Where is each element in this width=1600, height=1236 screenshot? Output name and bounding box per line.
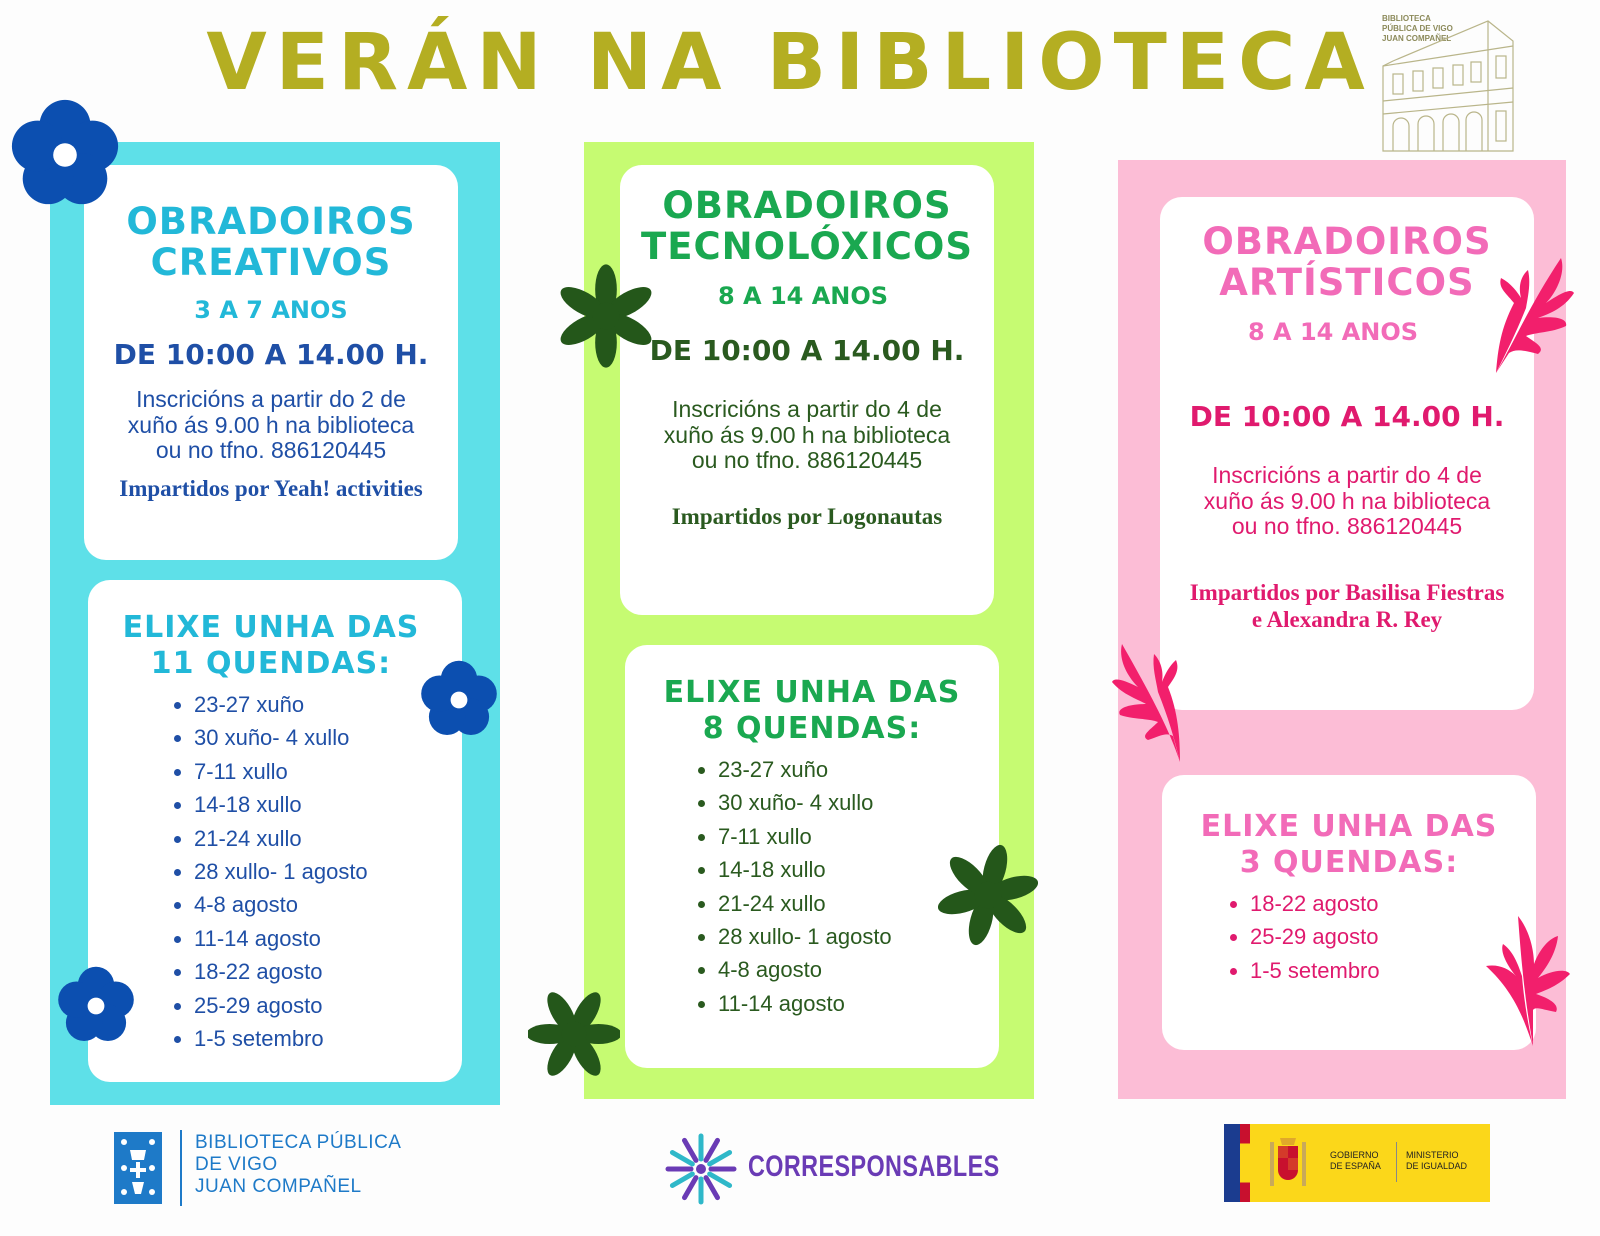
gov-separator <box>1396 1142 1397 1182</box>
list-item: • 30 xuño- 4 xullo <box>194 721 462 754</box>
creative-heading-line1: OBRADOIROS <box>126 200 416 243</box>
creative-workshops-info-card <box>84 165 458 560</box>
artistic-ages: 8 A 14 ANOS <box>1247 317 1419 346</box>
list-item: • 25-29 agosto <box>1250 920 1536 953</box>
coat-of-arms-icon <box>1264 1132 1312 1194</box>
page-title: VERÁN NA BIBLIOTECA <box>206 18 1374 108</box>
pink-leaf-icon <box>1110 632 1200 764</box>
technology-sessions-heading <box>625 675 999 747</box>
list-item: • 1-5 setembro <box>1250 954 1536 987</box>
blue-flower-icon <box>54 964 138 1048</box>
artistic-sessions-heading <box>1162 809 1536 881</box>
library-footer-line3: JUAN COMPAÑEL <box>195 1176 362 1197</box>
building-drawing <box>1368 6 1538 156</box>
list-item: • 28 xullo- 1 agosto <box>194 855 462 888</box>
list-item: • 28 xullo- 1 agosto <box>718 920 999 953</box>
list-item: • 1-5 setembro <box>194 1022 462 1055</box>
list-item: • 11-14 agosto <box>194 922 462 955</box>
coat-of-arms-icon <box>114 1132 162 1204</box>
green-flower-icon <box>938 844 1038 946</box>
creative-taught-by: Impartidos por Yeah! activities <box>119 476 423 502</box>
technology-heading-line1: OBRADOIROS <box>662 184 952 227</box>
ministry-line1: MINISTERIO <box>1406 1150 1459 1160</box>
blue-flower-icon <box>417 658 501 742</box>
list-item: • 23-27 xuño <box>718 753 999 786</box>
artistic-heading-line1: OBRADOIROS <box>1202 220 1492 263</box>
list-item: • 14-18 xullo <box>718 853 999 886</box>
government-logo <box>1224 1124 1490 1202</box>
spain-flag-strip <box>1240 1124 1250 1202</box>
library-footer-text <box>195 1132 401 1198</box>
creative-sessions-card <box>88 580 462 1082</box>
green-flower-icon <box>528 986 620 1082</box>
technology-registration: Inscricións a partir do 4 de xuño ás 9.00 h na biblioteca ou no tfno. 886120445 <box>663 395 951 474</box>
list-item: • 4-8 agosto <box>718 953 999 986</box>
footer-divider <box>180 1130 182 1206</box>
creative-sessions-heading-line1: ELIXE UNHA DAS <box>122 610 420 645</box>
gov-line1: GOBIERNO <box>1330 1150 1379 1160</box>
pink-leaf-icon <box>1478 906 1574 1048</box>
creative-ages: 3 A 7 ANOS <box>194 295 348 324</box>
corresponsables-logo-icon <box>664 1132 738 1206</box>
creative-hours: DE 10:00 A 14.00 H. <box>113 337 429 371</box>
technology-heading-line2: TECNOLÓXICOS <box>640 225 974 269</box>
creative-sessions-heading <box>80 610 462 682</box>
list-item: • 14-18 xullo <box>194 788 462 821</box>
corresponsables-text: CORRESPONSABLES <box>748 1150 1000 1183</box>
pink-leaf-icon <box>1476 248 1576 378</box>
artistic-hours: DE 10:00 A 14.00 H. <box>1189 399 1505 433</box>
technology-hours: DE 10:00 A 14.00 H. <box>649 333 965 367</box>
technology-workshops-info-card <box>620 165 994 615</box>
artistic-taught-by-line1: Impartidos por Basilisa Fiestras <box>1189 580 1505 606</box>
list-item: • 11-14 agosto <box>718 987 999 1020</box>
corner-logo-text: BIBLIOTECA PÚBLICA DE VIGO JUAN COMPAÑEL <box>1382 14 1453 43</box>
list-item: • 21-24 xullo <box>194 822 462 855</box>
technology-sessions-heading-line2: 8 QUENDAS: <box>702 711 922 746</box>
technology-ages: 8 A 14 ANOS <box>717 281 889 310</box>
blue-flower-icon <box>6 96 124 214</box>
list-item: • 18-22 agosto <box>1250 887 1536 920</box>
ministry-text <box>1406 1150 1467 1172</box>
list-item: • 7-11 xullo <box>194 755 462 788</box>
list-item: • 18-22 agosto <box>194 955 462 988</box>
list-item: • 25-29 agosto <box>194 989 462 1022</box>
creative-heading <box>84 201 458 284</box>
creative-sessions-list <box>156 688 462 1055</box>
technology-taught-by: Impartidos por Logonautas <box>671 504 943 530</box>
artistic-sessions-heading-line2: 3 QUENDAS: <box>1239 845 1459 880</box>
artistic-sessions-heading-line1: ELIXE UNHA DAS <box>1200 809 1498 844</box>
list-item: • 23-27 xuño <box>194 688 462 721</box>
artistic-taught-by <box>1160 580 1534 633</box>
technology-sessions-heading-line1: ELIXE UNHA DAS <box>663 675 961 710</box>
xunta-logo <box>114 1132 162 1204</box>
creative-sessions-heading-line2: 11 QUENDAS: <box>150 646 392 681</box>
list-item: • 21-24 xullo <box>718 887 999 920</box>
library-footer-line1: BIBLIOTECA PÚBLICA <box>195 1132 402 1153</box>
ministry-line2: DE IGUALDAD <box>1406 1161 1468 1171</box>
creative-registration: Inscricións a partir do 2 de xuño ás 9.00 h na biblioteca ou no tfno. 886120445 <box>127 385 415 464</box>
artistic-heading-line2: ARTÍSTICOS <box>1219 261 1475 305</box>
list-item: • 30 xuño- 4 xullo <box>718 786 999 819</box>
eu-flag-strip <box>1224 1124 1240 1202</box>
technology-heading <box>620 185 994 268</box>
library-footer-line2: DE VIGO <box>195 1154 278 1175</box>
artistic-registration: Inscricións a partir do 4 de xuño ás 9.00 h na biblioteca ou no tfno. 886120445 <box>1203 461 1491 540</box>
gov-line2: DE ESPAÑA <box>1330 1161 1381 1171</box>
creative-heading-line2: CREATIVOS <box>150 241 392 285</box>
gov-text <box>1330 1150 1381 1172</box>
green-flower-icon <box>556 264 656 368</box>
library-building-logo <box>1368 6 1538 156</box>
list-item: • 4-8 agosto <box>194 888 462 921</box>
artistic-taught-by-line2: e Alexandra R. Rey <box>1251 606 1443 632</box>
list-item: • 7-11 xullo <box>718 820 999 853</box>
